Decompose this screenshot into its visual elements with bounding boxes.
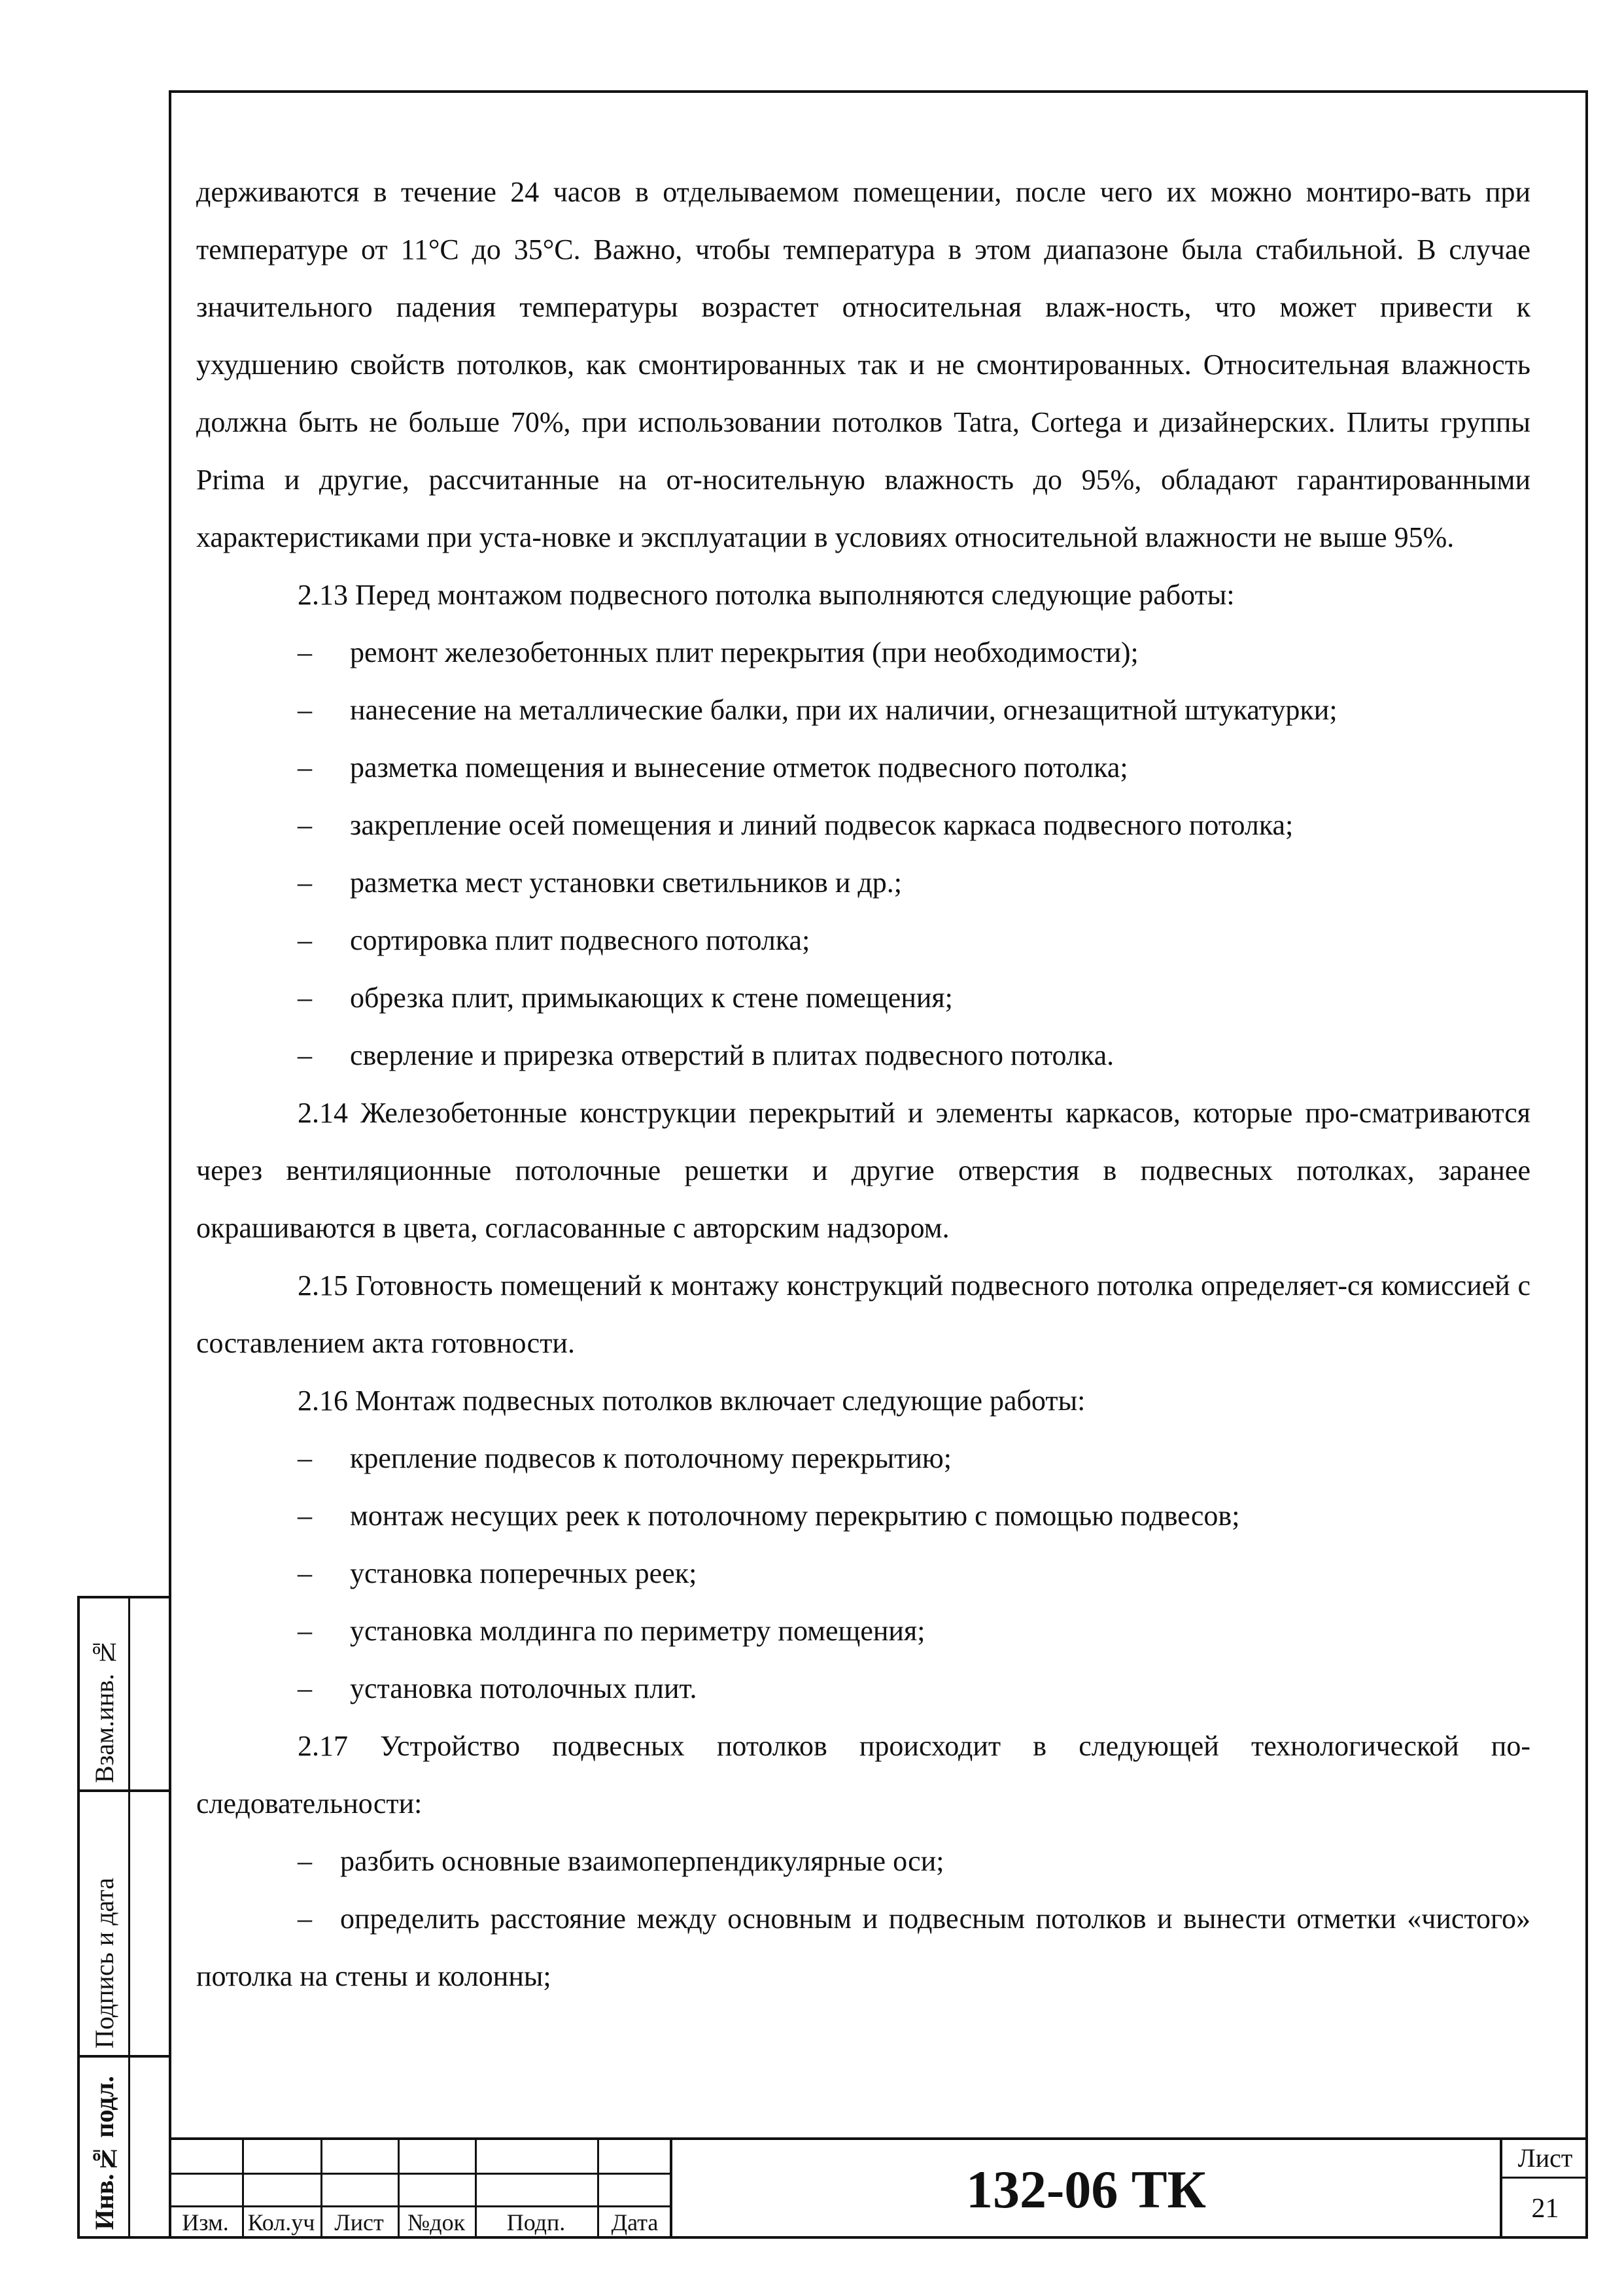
document-body — [196, 164, 1530, 2005]
paragraph-2-14: 2.14 Железобетонные конструкции перекрытий и элементы каркасов, которые про-сматриваются через вентиляционные потолочные решетки и другие отверстия в подвесных потолках, заранее окрашиваются в цвета, согласованные с авторским надзором. — [196, 1097, 1530, 1244]
side-stamp-inv — [77, 2055, 169, 2239]
paragraph-2-15: 2.15 Готовность помещений к монтажу конструкций подвесного потолка определяет-ся комиссией с составлением акта готовности. — [196, 1269, 1530, 1359]
dash-marker: – — [298, 1039, 312, 1071]
revision-grid — [169, 2137, 672, 2239]
dash-marker: – — [298, 1615, 312, 1647]
dash-marker: – — [298, 694, 312, 726]
dash-marker: – — [298, 809, 312, 841]
side-stamp-podpis — [77, 1789, 169, 2058]
dash-marker: – — [298, 1500, 312, 1532]
dash-marker: – — [298, 1903, 312, 1935]
side-label-inv: Инв.№ подл. — [90, 2075, 119, 2230]
col-izm: Изм. — [182, 2209, 229, 2235]
dash-marker: – — [298, 636, 312, 668]
dash-marker: – — [298, 1442, 312, 1474]
list-item: – определить расстояние между основным и подвесным потолков и вынести отметки «чистого» потолка на стены и колонны; — [196, 1890, 1530, 2005]
list-item: – установка молдинга по периметру помещения; — [196, 1602, 1530, 1660]
list-item: – установка поперечных реек; — [196, 1545, 1530, 1602]
col-data: Дата — [611, 2209, 659, 2235]
paragraph-intro: держиваются в течение 24 часов в отделываемом помещении, после чего их можно монтиро-вать при температуре от 11°С до 35°С. Важно, чтобы температура в этом диапазоне была стабильной. В случае значительного падения температуры возрастет относительная влаж-ность, что может привести к ухудшению свойств потолков, как смонтированных так и не смонтированных. Относительная влажность должна быть не больше 70%, при использовании потолков Tatra, Cortega и дизайнерских. Плиты группы Prima и другие, рассчитанные на от-носительную влажность до 95%, обладают гарантированными характеристиками при уста-новке и эксплуатации в условиях относительной влажности не выше 95%. — [196, 176, 1530, 553]
list-item: – нанесение на металлические балки, при их наличии, огнезащитной штукатурки; — [196, 682, 1530, 739]
list-item: – разбить основные взаимоперпендикулярные оси; — [196, 1833, 1530, 1890]
document-code: 132-06 ТК — [672, 2137, 1500, 2239]
list-item: – сверление и прирезка отверстий в плитах подвесного потолка. — [196, 1027, 1530, 1084]
dash-marker: – — [298, 751, 312, 784]
dash-marker: – — [298, 1557, 312, 1589]
side-stamp-vzam — [77, 1596, 169, 1792]
sheet-number: 21 — [1531, 2194, 1559, 2224]
paragraph-2-17: 2.17 Устройство подвесных потолков происходит в следующей технологической по-следовательности: — [196, 1730, 1530, 1820]
list-item: – разметка помещения и вынесение отметок подвесного потолка; — [196, 739, 1530, 797]
list-item: – крепление подвесов к потолочному перекрытию; — [196, 1430, 1530, 1487]
paragraph-2-16: 2.16 Монтаж подвесных потолков включает следующие работы: — [298, 1385, 1086, 1417]
list-item: – закрепление осей помещения и линий подвесок каркаса подвесного потолка; — [196, 797, 1530, 854]
dash-marker: – — [298, 1845, 312, 1877]
col-nodok: №док — [407, 2209, 466, 2235]
side-label-podpis: Подпись и дата — [90, 1877, 119, 2048]
list-item: – установка потолочных плит. — [196, 1660, 1530, 1717]
paragraph-2-13: 2.13 Перед монтажом подвесного потолка выполняются следующие работы: — [298, 579, 1235, 611]
title-block — [169, 2137, 1588, 2239]
dash-marker: – — [298, 1672, 312, 1704]
list-item: – обрезка плит, примыкающих к стене помещения; — [196, 969, 1530, 1027]
sheet-box — [1500, 2137, 1588, 2239]
col-podp: Подп. — [506, 2209, 566, 2235]
col-kol-uch: Кол.уч — [247, 2209, 315, 2235]
dash-marker: – — [298, 867, 312, 899]
dash-marker: – — [298, 982, 312, 1014]
sheet-label: Лист — [1502, 2140, 1588, 2179]
list-item: – разметка мест установки светильников и др.; — [196, 854, 1530, 912]
side-label-vzam: Взам.инв. № — [90, 1637, 119, 1783]
list-item: – ремонт железобетонных плит перекрытия (при необходимости); — [196, 624, 1530, 682]
list-item: – монтаж несущих реек к потолочному перекрытию с помощью подвесов; — [196, 1487, 1530, 1545]
dash-marker: – — [298, 924, 312, 956]
list-item: – сортировка плит подвесного потолка; — [196, 912, 1530, 969]
col-list: Лист — [334, 2209, 384, 2235]
